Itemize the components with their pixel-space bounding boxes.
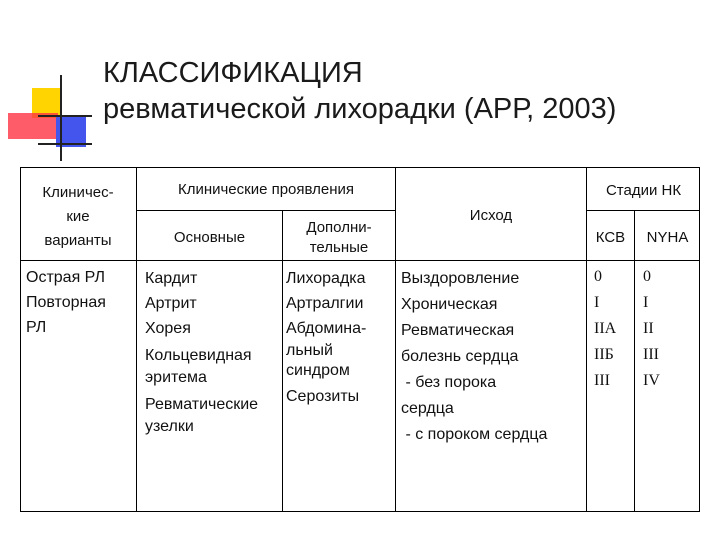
logo-horizontal-line [38,115,92,117]
list-item: 0 [643,268,651,285]
list-item: Ревматические [145,396,259,413]
additional-manifestations-list [286,266,394,409]
ksv-stages-list [594,264,632,394]
title-line-2: ревматической лихорадки (АРР, 2003) [103,93,617,125]
list-item: сердца [401,400,454,417]
header-main: Основные [173,229,246,246]
list-item: эритема [145,369,207,386]
list-item: IV [643,372,660,389]
list-item: Абдомина- [286,320,367,337]
list-item: синдром [286,362,350,379]
list-item: Артралгии [286,295,364,312]
list-item: Выздоровление [401,270,520,287]
list-item: болезнь сердца [401,348,519,365]
title-line-1: КЛАССИФИКАЦИЯ [103,57,363,89]
header-nyha: NYHA [646,229,689,246]
list-item: Хорея [145,320,191,337]
header-variants: Клиничес- кие варианты [42,184,114,249]
list-item: Лихорадка [286,270,366,287]
list-item: - без порока [401,374,497,391]
logo-vertical-line [60,75,62,161]
list-item: Артрит [145,295,197,312]
list-item: - с пороком сердца [401,426,548,443]
list-item: Кардит [145,270,198,287]
list-item: Повторная [26,294,106,311]
variants-list [26,265,134,340]
nyha-stages-list [643,264,693,394]
classification-table [20,167,700,512]
header-outcome: Исход [469,207,513,224]
list-item: Серозиты [286,388,360,405]
header-ksv: КСВ [595,229,626,246]
header-manifestations: Клинические проявления [177,181,355,198]
list-item: РЛ [26,319,47,336]
list-item: II [643,320,654,337]
main-manifestations-list [145,266,280,437]
slide-title [103,55,616,127]
list-item: IIБ [594,346,614,363]
decorative-logo [0,0,100,170]
list-item: III [643,346,659,363]
list-item: 0 [594,268,602,285]
list-item: узелки [145,418,194,435]
list-item: Острая РЛ [26,269,105,286]
list-item: III [594,372,610,389]
outcome-list [401,266,584,448]
list-item: Кольцевидная [145,347,252,364]
header-stages: Стадии НК [605,182,682,199]
logo-horizontal-line-2 [38,143,92,145]
list-item: Ревматическая [401,322,515,339]
list-item: льный [286,342,333,359]
list-item: I [594,294,600,311]
list-item: Хроническая [401,296,498,313]
header-additional: Дополни- тельные [306,219,372,256]
list-item: I [643,294,649,311]
list-item: IIА [594,320,617,337]
